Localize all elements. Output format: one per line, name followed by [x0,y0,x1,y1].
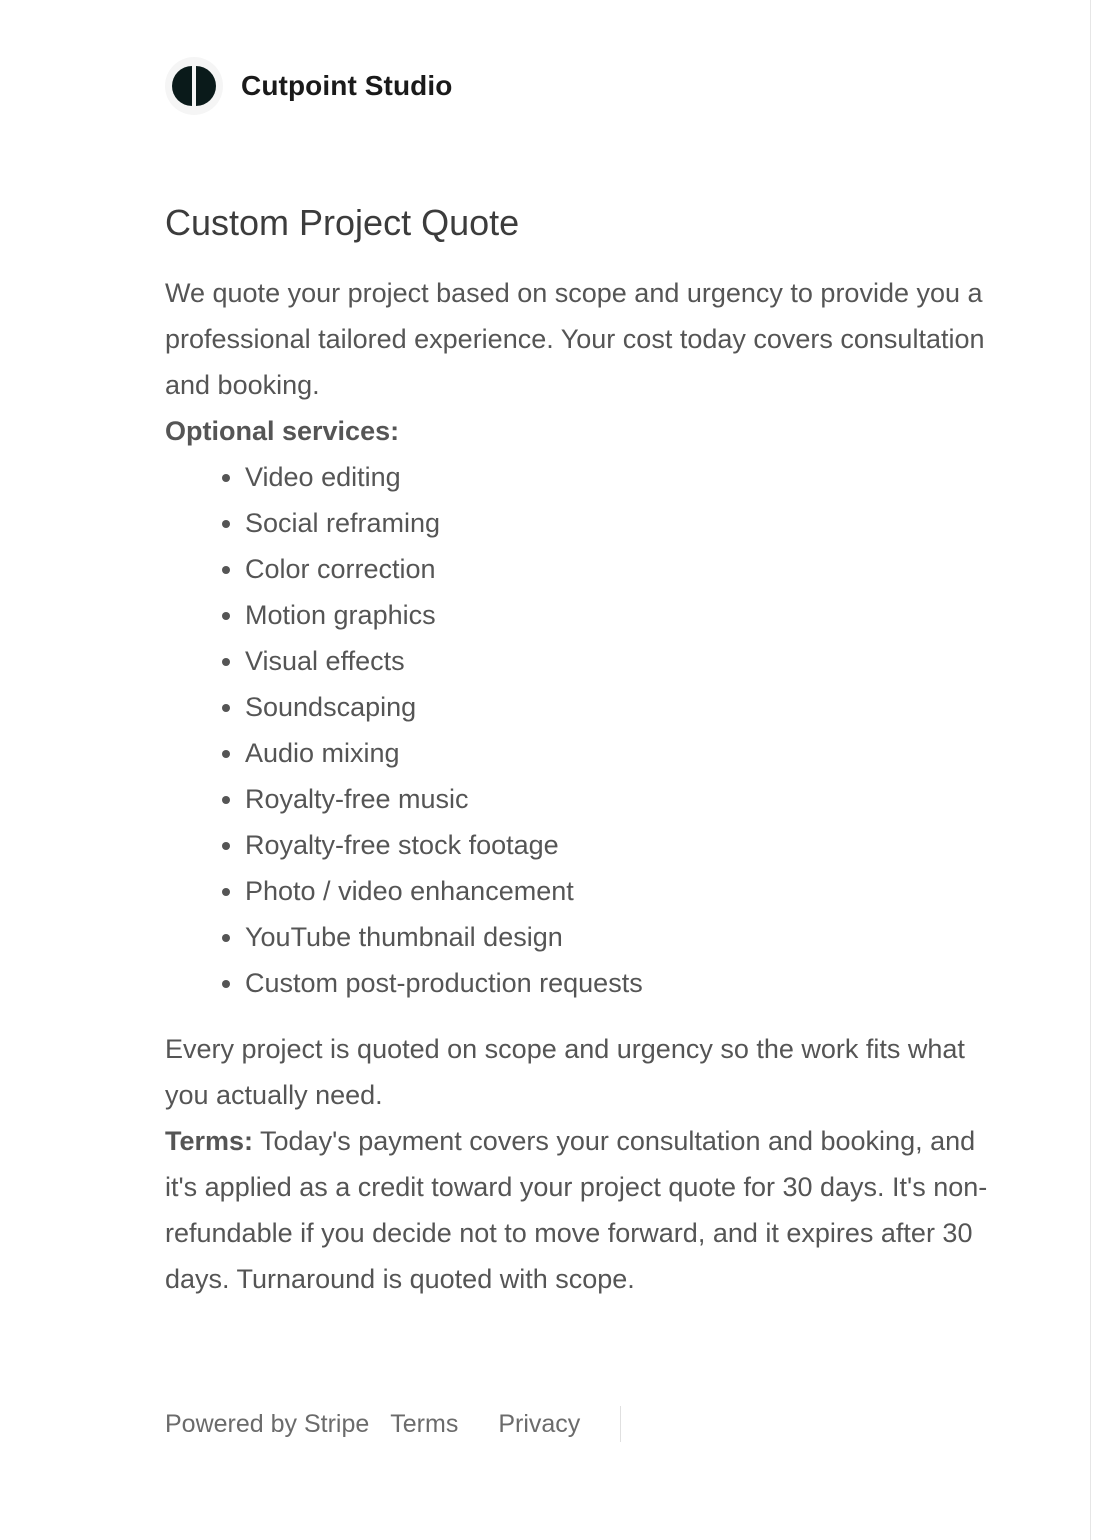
product-title: Custom Project Quote [165,202,520,243]
page-edge-divider [1090,0,1091,1540]
list-item: • Royalty-free music [245,776,995,822]
intro-text: We quote your project based on scope and urgency to provide you a professional tailored experience. Your cost today covers consultation and booking. [165,278,985,400]
list-item: • Motion graphics [245,592,995,638]
list-item: • Custom post-production requests [245,960,995,1006]
list-item: • Color correction [245,546,995,592]
terms-text: Today's payment covers your consultation and booking, and it's applied as a credit toward your project quote for 30 days. It's non-refundable if you decide not to move forward, and it expires after 30 days. Turnaround is quoted with scope. [165,1126,988,1294]
list-item: • Photo / video enhancement [245,868,995,914]
list-item: • Audio mixing [245,730,995,776]
list-item: • Social reframing [245,500,995,546]
services-list [165,454,995,1006]
terms-paragraph [165,1118,995,1302]
closing-text: Every project is quoted on scope and urgency so the work fits what you actually need. [165,1034,965,1110]
services-heading: Optional services: [165,416,400,446]
list-item: • Soundscaping [245,684,995,730]
list-item: • Visual effects [245,638,995,684]
half-circle-logo-icon [172,64,216,108]
list-item: • YouTube thumbnail design [245,914,995,960]
list-item: • Video editing [245,454,995,500]
terms-link[interactable]: Terms [390,1409,459,1438]
merchant-header [165,56,452,116]
footer-divider [620,1406,621,1442]
terms-label: Terms: [165,1126,254,1156]
merchant-logo [165,57,223,115]
powered-by-stripe-link[interactable]: Powered by Stripe [165,1409,370,1438]
product-description [165,270,995,1302]
privacy-link[interactable]: Privacy [498,1409,581,1438]
merchant-name: Cutpoint Studio [241,70,453,101]
list-item: • Royalty-free stock footage [245,822,995,868]
footer [165,1404,621,1444]
